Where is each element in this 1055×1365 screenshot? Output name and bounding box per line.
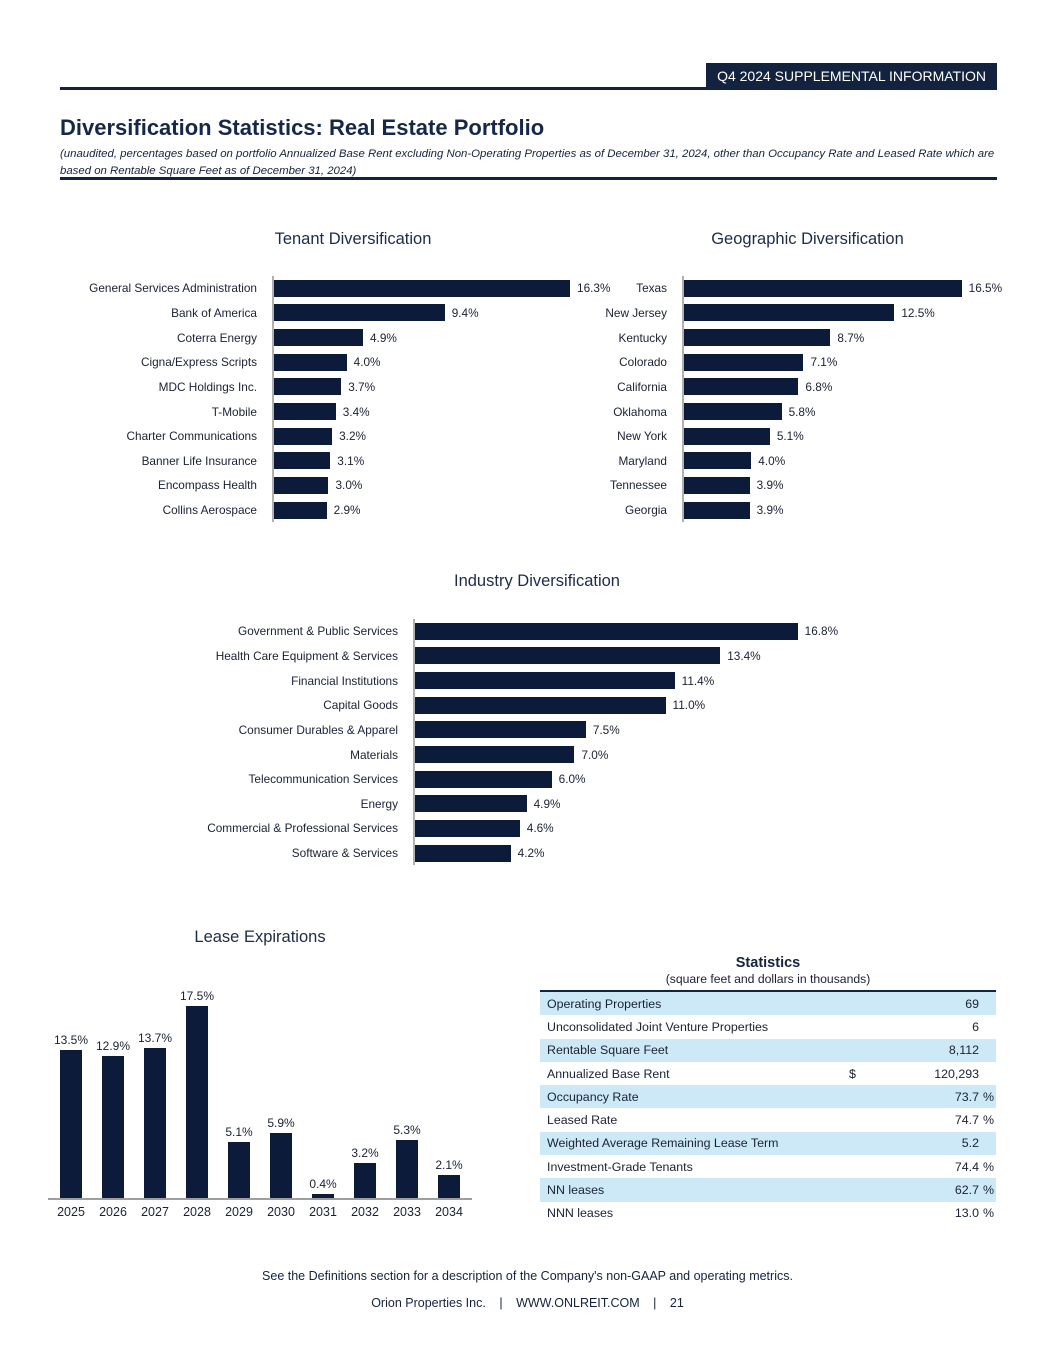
value-label: 5.8%	[788, 404, 816, 419]
stats-label: Investment-Grade Tenants	[547, 1159, 693, 1174]
chart-column	[220, 1125, 258, 1198]
bar	[274, 452, 330, 469]
category-label: Charter Communications	[126, 429, 257, 444]
category-label: Oklahoma	[613, 404, 667, 419]
value-label: 5.9%	[267, 1116, 295, 1131]
bar-track	[272, 424, 610, 449]
value-label: 3.2%	[339, 429, 366, 444]
chart-column	[178, 989, 216, 1198]
chart-plot	[48, 962, 472, 1200]
bar-track	[682, 399, 997, 424]
bar-track	[682, 448, 997, 473]
stats-label: Occupancy Rate	[547, 1089, 639, 1104]
bar	[415, 845, 511, 862]
category-label: Banner Life Insurance	[141, 453, 257, 468]
stats-row	[540, 1108, 996, 1131]
chart-row	[578, 276, 1003, 301]
bar-track	[682, 424, 997, 449]
footer-separator: |	[499, 1296, 503, 1310]
bar	[415, 771, 552, 788]
bar	[228, 1142, 250, 1198]
bar	[415, 647, 720, 664]
bar	[684, 477, 750, 494]
value-label: 16.5%	[968, 281, 1003, 296]
footer-info	[0, 1296, 1055, 1310]
stats-value: 74.7	[954, 1113, 979, 1128]
value-label: 13.5%	[53, 1032, 89, 1047]
value-label: 7.5%	[592, 722, 620, 737]
stats-suffix: %	[982, 1089, 994, 1104]
bar	[415, 721, 586, 738]
stats-suffix: %	[982, 1159, 994, 1174]
category-label: Materials	[350, 747, 398, 762]
value-label: 6.0%	[558, 772, 586, 787]
statistics-subtitle: (square feet and dollars in thousands)	[665, 972, 871, 986]
value-label: 8.7%	[837, 330, 865, 345]
chart-row	[578, 448, 997, 473]
chart-row	[185, 693, 825, 718]
chart-column	[52, 1033, 90, 1198]
bar-track	[682, 473, 997, 498]
bar	[684, 378, 798, 395]
value-label: 5.1%	[776, 429, 804, 444]
category-label: Maryland	[618, 453, 667, 468]
bar-track	[413, 693, 825, 718]
bar-track	[413, 816, 825, 841]
chart-row	[578, 375, 997, 400]
stats-suffix: %	[982, 1206, 994, 1221]
chart-row	[578, 301, 997, 326]
stats-label: Unconsolidated Joint Venture Properties	[547, 1019, 769, 1034]
bar	[60, 1050, 82, 1198]
bar	[274, 354, 347, 371]
category-label: Health Care Equipment & Services	[215, 648, 398, 663]
value-label: 3.9%	[756, 478, 784, 493]
chart-column	[388, 1123, 426, 1198]
year-label: 2025	[57, 1205, 85, 1219]
subtitle-rule	[60, 177, 997, 180]
lease-expirations-chart	[48, 928, 472, 1219]
category-label: T-Mobile	[211, 404, 257, 419]
value-label: 9.4%	[451, 305, 479, 320]
chart-row	[60, 375, 610, 400]
bar-track	[682, 498, 997, 523]
category-label: New York	[617, 429, 667, 444]
footer-note: See the Definitions section for a description of the Company's non-GAAP and operating metrics.	[262, 1269, 793, 1283]
stats-suffix: %	[982, 1113, 994, 1128]
category-label: Consumer Durables & Apparel	[238, 722, 398, 737]
bar	[144, 1048, 166, 1198]
stats-label: Leased Rate	[547, 1113, 618, 1128]
bar	[438, 1175, 460, 1198]
value-label: 4.2%	[517, 846, 545, 861]
bar	[684, 354, 803, 371]
bar	[396, 1140, 418, 1198]
statistics-table	[540, 990, 996, 1225]
bar	[684, 502, 750, 519]
stats-row	[540, 992, 996, 1015]
value-label: 12.5%	[901, 305, 935, 320]
value-label: 3.4%	[342, 404, 370, 419]
footer-separator: |	[653, 1296, 657, 1310]
stats-currency: $	[849, 1066, 856, 1081]
bar-track	[272, 301, 610, 326]
bar	[274, 477, 328, 494]
chart-row	[185, 816, 825, 841]
chart-x-axis	[48, 1205, 472, 1219]
value-label: 5.3%	[393, 1122, 421, 1137]
year-label: 2029	[225, 1205, 253, 1219]
category-label: MDC Holdings Inc.	[158, 379, 257, 394]
category-label: Capital Goods	[323, 698, 398, 713]
stats-value: 6	[972, 1019, 979, 1034]
bar	[274, 378, 341, 395]
stats-label: Rentable Square Feet	[547, 1043, 669, 1058]
category-label: Georgia	[625, 503, 667, 518]
bar-track	[272, 399, 610, 424]
bar	[415, 795, 527, 812]
bar	[274, 280, 570, 297]
category-label: Kentucky	[618, 330, 667, 345]
bar	[274, 304, 445, 321]
chart-row	[578, 399, 997, 424]
chart-row	[60, 424, 610, 449]
footer-company: Orion Properties Inc.	[371, 1296, 486, 1310]
stats-label: NNN leases	[547, 1206, 614, 1221]
category-label: Commercial & Professional Services	[207, 821, 398, 836]
chart-title: Industry Diversification	[454, 572, 620, 590]
chart-row	[185, 742, 825, 767]
bar	[684, 329, 830, 346]
stats-value: 13.0	[954, 1206, 979, 1221]
value-label: 6.8%	[805, 379, 833, 394]
stats-value: 8,112	[948, 1043, 979, 1058]
chart-row	[60, 448, 610, 473]
stats-row	[540, 1155, 996, 1178]
chart-row	[185, 718, 825, 743]
value-label: 4.9%	[533, 796, 561, 811]
category-label: Encompass Health	[157, 478, 257, 493]
value-label: 16.8%	[804, 624, 839, 639]
bar-track	[272, 448, 610, 473]
year-label: 2034	[435, 1205, 463, 1219]
category-label: Tennessee	[609, 478, 667, 493]
value-label: 0.4%	[309, 1176, 337, 1191]
statistics-panel	[540, 955, 996, 1225]
chart-column	[346, 1146, 384, 1198]
bar	[274, 502, 327, 519]
chart-row	[578, 424, 997, 449]
chart-row	[185, 619, 839, 644]
chart-row	[60, 276, 610, 301]
value-label: 3.2%	[351, 1145, 379, 1160]
value-label: 3.7%	[348, 379, 376, 394]
bar	[684, 428, 770, 445]
bar-track	[272, 375, 610, 400]
bar	[684, 452, 751, 469]
category-label: Collins Aerospace	[162, 503, 257, 518]
footer-page-number: 21	[669, 1296, 684, 1310]
chart-row	[185, 841, 825, 866]
chart-body	[578, 276, 1003, 522]
value-label: 4.0%	[353, 355, 381, 370]
bar-track	[413, 619, 839, 644]
chart-title: Tenant Diversification	[274, 230, 432, 248]
stats-row	[540, 1085, 996, 1108]
bar	[102, 1056, 124, 1198]
bar-track	[272, 325, 610, 350]
year-label: 2031	[309, 1205, 337, 1219]
value-label: 3.0%	[335, 478, 363, 493]
value-label: 7.1%	[810, 355, 838, 370]
bar	[274, 403, 336, 420]
bar	[415, 820, 520, 837]
page-title: Diversification Statistics: Real Estate Portfolio	[60, 114, 545, 140]
category-label: California	[617, 379, 667, 394]
value-label: 17.5%	[179, 988, 215, 1003]
category-label: Texas	[636, 281, 667, 296]
chart-body	[185, 619, 839, 865]
supplemental-info-badge: Q4 2024 SUPPLEMENTAL INFORMATION	[706, 63, 997, 90]
value-label: 16.3%	[577, 281, 611, 296]
value-label: 3.9%	[756, 503, 784, 518]
category-label: Telecommunication Services	[248, 772, 398, 787]
bar-track	[272, 498, 610, 523]
value-label: 4.0%	[758, 453, 786, 468]
bar	[274, 428, 332, 445]
chart-row	[60, 473, 610, 498]
footer-url: WWW.ONLREIT.COM	[516, 1296, 640, 1310]
stats-label: NN leases	[547, 1183, 605, 1198]
category-label: Energy	[360, 796, 398, 811]
header-rule	[60, 87, 997, 90]
stats-row	[540, 1132, 996, 1155]
bar-track	[682, 375, 997, 400]
stats-value: 69	[965, 996, 979, 1011]
bar	[415, 697, 666, 714]
stats-row	[540, 1202, 996, 1225]
value-label: 11.4%	[681, 673, 715, 688]
bar-track	[682, 325, 997, 350]
bar	[415, 623, 798, 640]
category-label: Financial Institutions	[291, 673, 398, 688]
chart-row	[185, 791, 825, 816]
bar-track	[413, 742, 825, 767]
bar-track	[682, 301, 997, 326]
value-label: 4.6%	[526, 821, 554, 836]
stats-value: 120,293	[934, 1066, 979, 1081]
value-label: 5.1%	[225, 1125, 253, 1140]
stats-value: 62.7	[954, 1183, 979, 1198]
bar	[274, 329, 363, 346]
category-label: General Services Administration	[89, 281, 257, 296]
value-label: 2.1%	[435, 1157, 463, 1172]
bar-track	[682, 350, 997, 375]
stats-value: 73.7	[954, 1089, 979, 1104]
bar	[684, 280, 962, 297]
industry-diversification-chart	[185, 572, 839, 865]
category-label: Cigna/Express Scripts	[140, 355, 257, 370]
category-label: Government & Public Services	[238, 624, 398, 639]
year-label: 2030	[267, 1205, 295, 1219]
bar-track	[272, 350, 610, 375]
value-label: 13.4%	[727, 648, 761, 663]
chart-row	[578, 473, 997, 498]
bar-track	[272, 276, 610, 301]
bar	[415, 746, 574, 763]
chart-row	[60, 325, 610, 350]
tenant-diversification-chart	[60, 230, 610, 522]
value-label: 7.0%	[581, 747, 609, 762]
chart-column	[304, 1177, 342, 1198]
stats-row	[540, 1015, 996, 1038]
chart-row	[60, 498, 610, 523]
category-label: Coterra Energy	[177, 330, 257, 345]
value-label: 12.9%	[95, 1039, 131, 1054]
category-label: Software & Services	[291, 846, 398, 861]
bar	[354, 1163, 376, 1198]
chart-row	[185, 644, 825, 669]
bar	[312, 1194, 334, 1198]
stats-row	[540, 1039, 996, 1062]
year-label: 2026	[99, 1205, 127, 1219]
bar-track	[272, 473, 610, 498]
chart-row	[185, 767, 825, 792]
category-label: Bank of America	[171, 305, 257, 320]
stats-label: Operating Properties	[547, 996, 662, 1011]
year-label: 2032	[351, 1205, 379, 1219]
chart-row	[578, 498, 997, 523]
value-label: 2.9%	[333, 503, 361, 518]
value-label: 4.9%	[369, 330, 397, 345]
category-label: Colorado	[619, 355, 667, 370]
chart-row	[578, 325, 997, 350]
chart-row	[185, 668, 825, 693]
chart-body	[60, 276, 610, 522]
bar-track	[413, 644, 825, 669]
value-label: 13.7%	[137, 1030, 173, 1045]
stats-value: 74.4	[954, 1159, 979, 1174]
bar	[270, 1133, 292, 1198]
bar-track	[413, 791, 825, 816]
bar-track	[682, 276, 1003, 301]
chart-column	[262, 1116, 300, 1198]
chart-row	[578, 350, 997, 375]
stats-label: Annualized Base Rent	[547, 1066, 670, 1081]
stats-suffix: %	[982, 1183, 994, 1198]
category-label: New Jersey	[605, 305, 667, 320]
bar	[684, 304, 894, 321]
stats-row	[540, 1062, 996, 1085]
chart-column	[136, 1031, 174, 1198]
bar-track	[413, 767, 825, 792]
year-label: 2033	[393, 1205, 421, 1219]
value-label: 11.0%	[672, 698, 706, 713]
stats-row	[540, 1178, 996, 1201]
chart-column	[94, 1039, 132, 1198]
bar-track	[413, 718, 825, 743]
chart-row	[60, 399, 610, 424]
stats-value: 5.2	[961, 1136, 979, 1151]
statistics-title: Statistics	[735, 955, 801, 971]
geographic-diversification-chart	[578, 230, 1003, 522]
bar-track	[413, 668, 825, 693]
bar	[415, 672, 675, 689]
chart-column	[430, 1158, 468, 1198]
year-label: 2027	[141, 1205, 169, 1219]
year-label: 2028	[183, 1205, 211, 1219]
chart-title: Lease Expirations	[194, 928, 326, 946]
bar	[684, 403, 782, 420]
page-subtitle: (unaudited, percentages based on portfolio Annualized Base Rent excluding Non-Operating Properties as of December 31, 2024, other than Occupancy Rate and Leased Rate which are based on Rentable Square Feet as of December 31, 2024)	[60, 148, 995, 177]
chart-row	[60, 301, 610, 326]
bar-track	[413, 841, 825, 866]
chart-title: Geographic Diversification	[711, 230, 904, 248]
chart-row	[60, 350, 610, 375]
bar	[186, 1006, 208, 1198]
stats-label: Weighted Average Remaining Lease Term	[547, 1136, 779, 1151]
value-label: 3.1%	[337, 453, 365, 468]
